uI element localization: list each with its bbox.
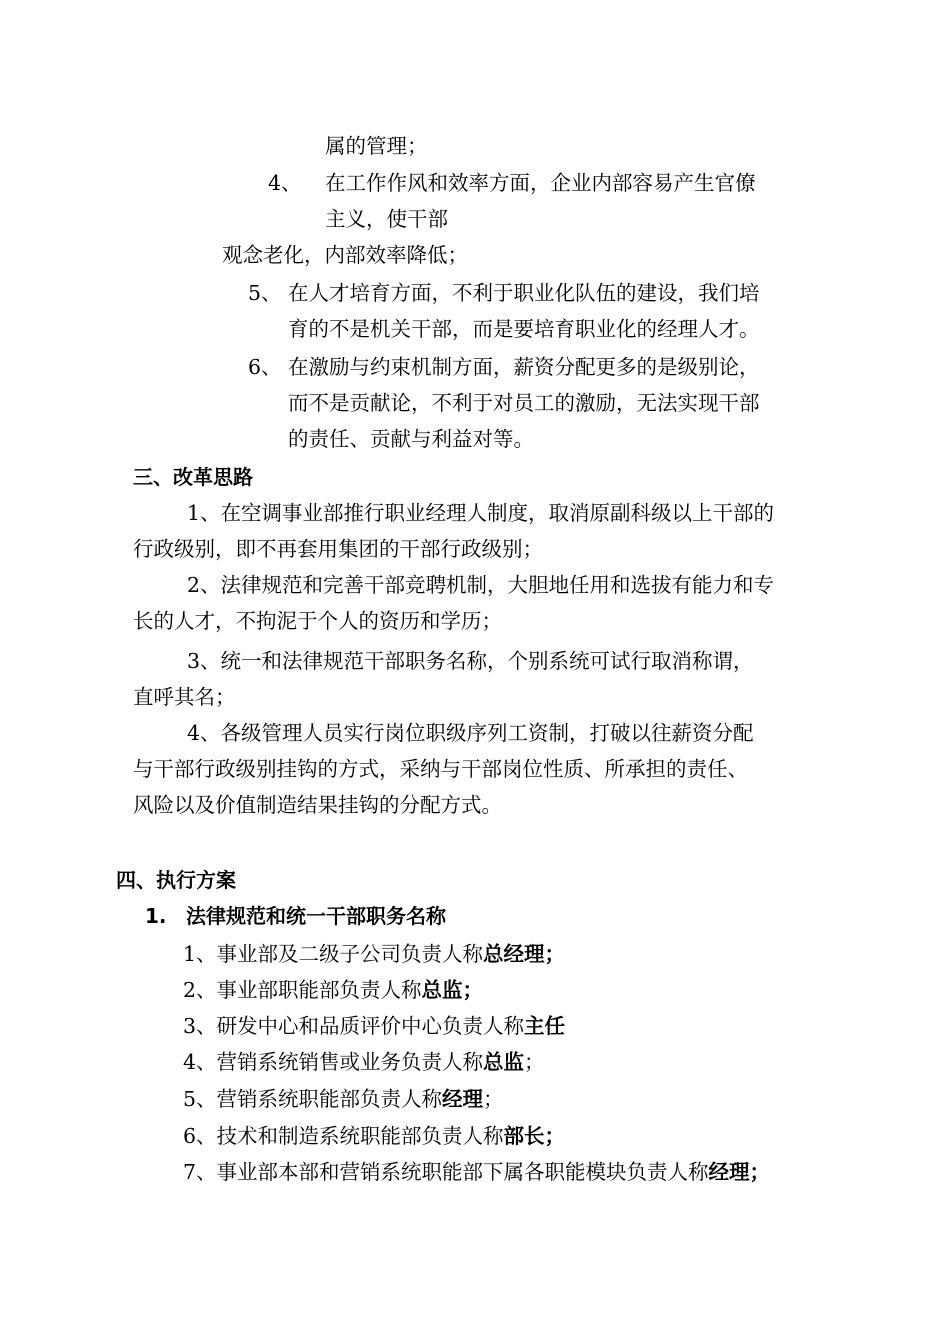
item4-line2: 主义，使干部 [325, 207, 448, 231]
section3-p2-line2: 长的人才，不拘泥于个人的资历和学历； [133, 609, 502, 633]
item5-number: 5、 [248, 281, 282, 305]
title-item-text: 3、研发中心和品质评价中心负责人称 [183, 1014, 525, 1038]
item5-line1: 在人才培育方面，不利于职业化队伍的建设，我们培 [288, 281, 760, 305]
title-list-item [183, 1081, 504, 1117]
title-item-end: ； [483, 1087, 504, 1111]
section4-subheading-number: 1. [145, 904, 167, 928]
title-item-text: 6、技术和制造系统职能部负责人称 [183, 1124, 504, 1148]
section3-p2-line1: 2、法律规范和完善干部竞聘机制，大胆地任用和选拔有能力和专 [187, 573, 775, 597]
title-item-bold: 总监 [483, 1050, 525, 1074]
title-item-end: ； [462, 978, 484, 1002]
title-item-bold: 总监 [421, 978, 463, 1002]
section3-p4-line1: 4、各级管理人员实行岗位职级序列工资制，打破以往薪资分配 [187, 721, 754, 745]
item6-number: 6、 [248, 355, 282, 379]
title-item-bold: 总经理 [483, 942, 545, 966]
section3-heading: 三、改革思路 [133, 465, 253, 489]
item6-line1: 在激励与约束机制方面，薪资分配更多的是级别论， [288, 355, 760, 379]
title-item-end: ； [524, 1050, 545, 1074]
item4-line3: 观念老化，内部效率降低； [222, 243, 468, 267]
item5-line2: 育的不是机关干部，而是要培育职业化的经理人才。 [288, 317, 760, 341]
title-item-text: 5、营销系统职能部负责人称 [183, 1087, 443, 1111]
title-item-text: 2、事业部职能部负责人称 [183, 978, 422, 1002]
title-item-end: ； [544, 1124, 566, 1148]
section3-p1-line2: 行政级别，即不再套用集团的干部行政级别； [133, 537, 543, 561]
section4-subheading: 法律规范和统一干部职务名称 [186, 904, 446, 928]
title-item-bold: 经理 [442, 1087, 484, 1111]
title-item-bold: 部长 [503, 1124, 545, 1148]
title-list-item [183, 1154, 770, 1190]
section3-p3-line1: 3、统一和法律规范干部职务名称，个别系统可试行取消称谓， [187, 649, 754, 673]
title-item-text: 4、营销系统销售或业务负责人称 [183, 1050, 484, 1074]
title-item-end: ； [544, 942, 566, 966]
title-item-bold: 主任 [524, 1014, 566, 1038]
item6-line2: 而不是贡献论，不利于对员工的激励，无法实现干部 [288, 391, 760, 415]
item4-line1: 在工作作风和效率方面，企业内部容易产生官僚 [325, 171, 756, 195]
section3-p4-line2: 与干部行政级别挂钩的方式，采纳与干部岗位性质、所承担的责任、 [133, 757, 748, 781]
title-item-bold: 经理 [708, 1160, 750, 1184]
section3-p4-line3: 风险以及价值制造结果挂钩的分配方式。 [133, 793, 502, 817]
item6-line3: 的责任、贡献与利益对等。 [288, 427, 534, 451]
title-list-item [183, 1044, 545, 1080]
item4-number: 4、 [268, 171, 302, 195]
section3-p3-line2: 直呼其名； [133, 685, 236, 709]
section3-p1-line1: 1、在空调事业部推行职业经理人制度，取消原副科级以上干部的 [187, 501, 775, 525]
item3-continuation: 属的管理； [325, 134, 428, 158]
title-list-item [183, 936, 565, 972]
title-list-item [183, 1008, 565, 1044]
title-item-end: ； [749, 1160, 771, 1184]
title-item-text: 7、事业部本部和营销系统职能部下属各职能模块负责人称 [183, 1160, 709, 1184]
title-item-text: 1、事业部及二级子公司负责人称 [183, 942, 484, 966]
section4-heading: 四、执行方案 [116, 868, 236, 892]
title-list-item [183, 1118, 565, 1154]
title-list-item [183, 972, 483, 1008]
